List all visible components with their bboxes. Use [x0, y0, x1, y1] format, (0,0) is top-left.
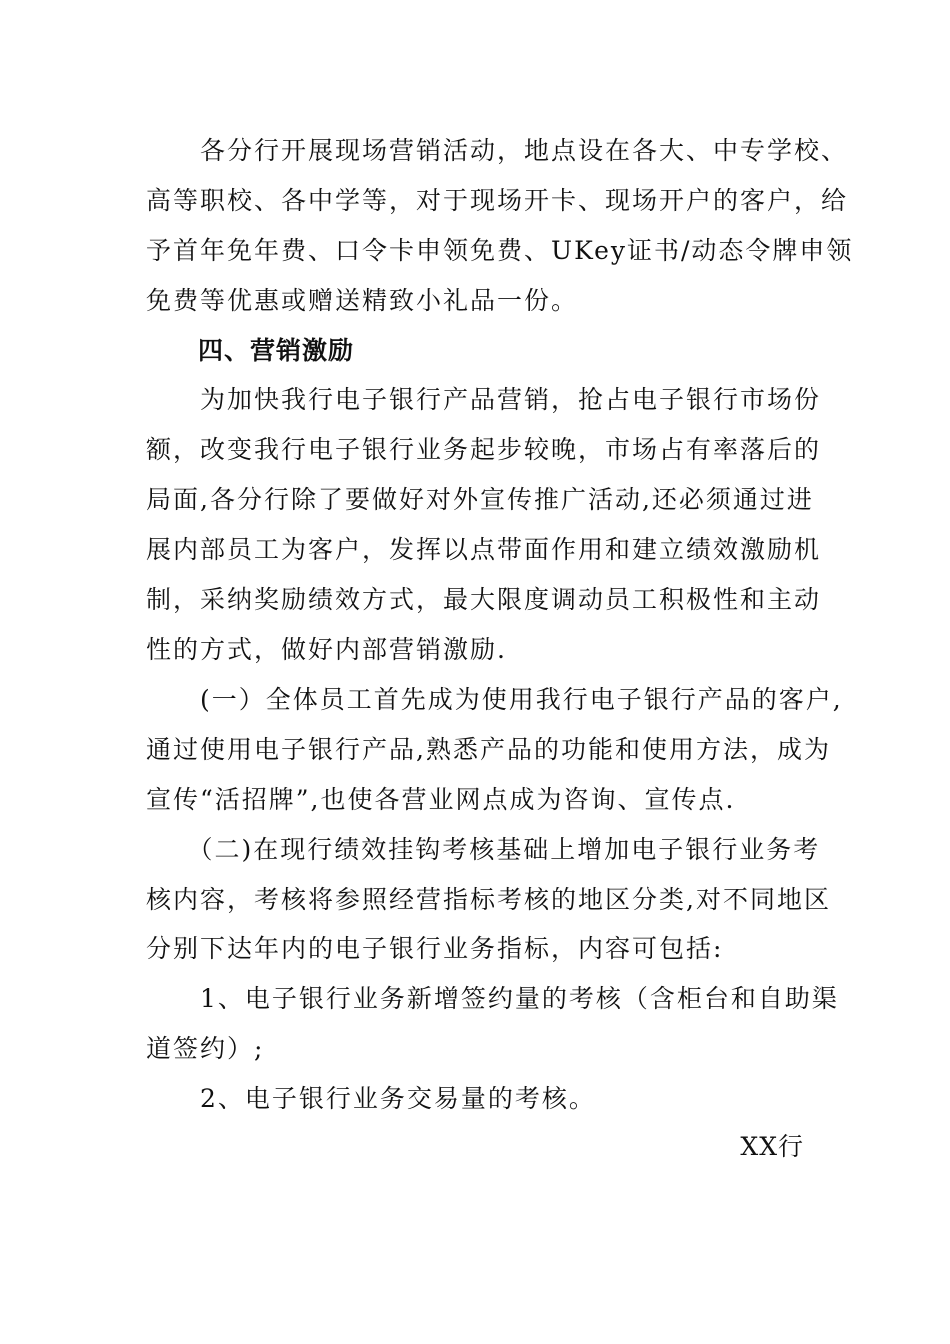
paragraph-line: 额，改变我行电子银行业务起步较晚，市场占有率落后的: [146, 435, 822, 464]
paragraph-line: 性的方式，做好内部营销激励.: [146, 635, 507, 664]
section-heading: 四、营销激励: [146, 336, 355, 365]
paragraph-line: 核内容，考核将参照经营指标考核的地区分类,对不同地区: [146, 885, 831, 914]
paragraph-line: 通过使用电子银行产品,熟悉产品的功能和使用方法，成为: [146, 735, 831, 764]
paragraph-line: 宣传“活招牌”,也使各营业网点成为咨询、宣传点.: [146, 785, 736, 814]
paragraph-line: 制，采纳奖励绩效方式，最大限度调动员工积极性和主动: [146, 585, 822, 614]
paragraph-line: 为加快我行电子银行产品营销，抢占电子银行市场份: [146, 385, 822, 414]
paragraph-line: （二)在现行绩效挂钩考核基础上增加电子银行业务考: [146, 835, 821, 864]
paragraph-line: 高等职校、各中学等，对于现场开卡、现场开户的客户，给: [146, 186, 849, 215]
list-item-continuation: 道签约）;: [146, 1034, 265, 1063]
paragraph-line: 分别下达年内的电子银行业务指标，内容可包括:: [146, 934, 724, 963]
paragraph-line: 展内部员工为客户，发挥以点带面作用和建立绩效激励机: [146, 535, 822, 564]
paragraph-line: 局面,各分行除了要做好对外宣传推广活动,还必须通过进: [146, 485, 814, 514]
paragraph-line: (一）全体员工首先成为使用我行电子银行产品的客户,: [146, 685, 843, 714]
paragraph-line: 予首年免年费、口令卡申领免费、UKey证书/动态令牌申领: [146, 236, 854, 265]
list-item: 1、电子银行业务新增签约量的考核（含柜台和自助渠: [146, 984, 839, 1013]
paragraph-line: 免费等优惠或赠送精致小礼品一份。: [146, 286, 579, 315]
signature: XX行: [740, 1132, 804, 1161]
paragraph-line: 各分行开展现场营销活动，地点设在各大、中专学校、: [146, 136, 849, 165]
list-item: 2、电子银行业务交易量的考核。: [146, 1084, 596, 1113]
